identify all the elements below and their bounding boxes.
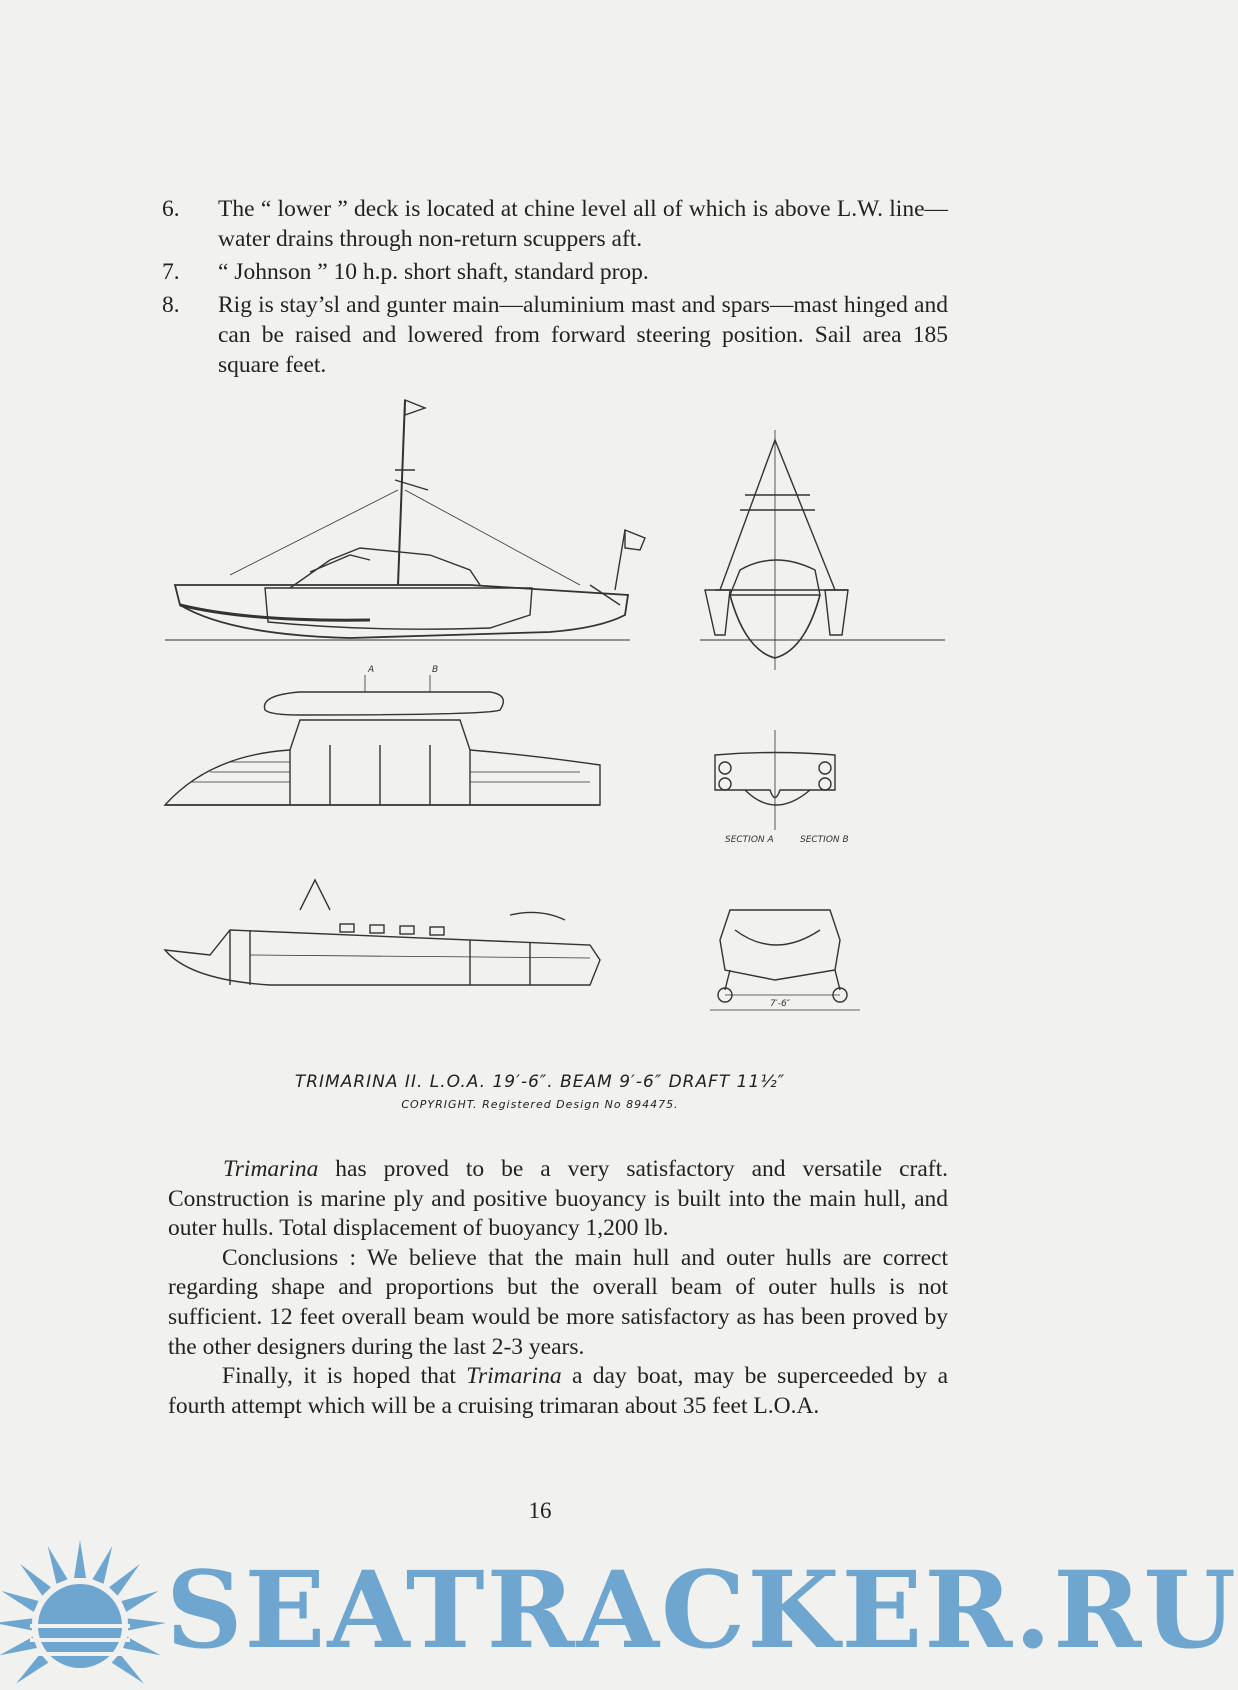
label-section-b: SECTION B xyxy=(800,835,849,845)
list-text: “ Johnson ” 10 h.p. short shaft, standard prop. xyxy=(218,259,649,285)
watermark-text: SEATRACKER.RU xyxy=(166,1547,1238,1672)
paragraph-3-text-b: a day boat, may be superceeded by a fourth attempt which will be a cruising trimaran about 35 feet L.O.A. xyxy=(168,1363,948,1419)
paragraph-1 xyxy=(168,1155,948,1244)
list-item xyxy=(162,290,948,380)
list-item xyxy=(162,257,948,287)
page-number: 16 xyxy=(528,1498,552,1523)
spec-list xyxy=(162,194,948,383)
paragraph-1-text: has proved to be a very satisfactory and versatile craft. Construction is marine ply and positive buoyancy is built into the main hull, and outer hulls. Total displacement of buoyancy 1,200 lb. xyxy=(168,1156,948,1242)
label-section-a: SECTION A xyxy=(725,835,774,845)
deck-plan-view xyxy=(165,675,600,805)
drawing-caption-copyright: COPYRIGHT. Registered Design No 894475. xyxy=(401,1098,679,1111)
underside-view xyxy=(710,910,860,1010)
list-number: 8. xyxy=(162,292,180,318)
boat-name-emphasis: Trimarina xyxy=(466,1363,562,1390)
lower-profile-view xyxy=(165,880,600,985)
label-b: B xyxy=(432,665,439,675)
paragraph-2: Conclusions : We believe that the main hull and outer hulls are correct regarding shape and proportions but the overall beam of outer hulls is not sufficient. 12 feet overall beam would be more satisfactory as has been proved by the other designers during the last 2-3 years. xyxy=(168,1244,948,1360)
label-a: A xyxy=(368,665,375,675)
list-text: Rig is stay’sl and gunter main—aluminium mast and spars—mast hinged and can be raised and lowered from forward steering position. Sail area 185 square feet. xyxy=(218,292,948,378)
paragraph-3 xyxy=(168,1362,948,1421)
list-item xyxy=(162,194,948,254)
section-views xyxy=(715,730,835,830)
label-beam: 7′-6″ xyxy=(770,999,791,1009)
trimaran-technical-drawing xyxy=(170,410,950,1110)
list-number: 6. xyxy=(162,196,180,222)
drawing-caption-title: TRIMARINA II. L.O.A. 19′-6″. BEAM 9′-6″ DRAFT 11½″ xyxy=(294,1072,786,1092)
list-number: 7. xyxy=(162,259,180,285)
boat-name-emphasis: Trimarina xyxy=(223,1156,319,1182)
body-text xyxy=(168,1155,948,1421)
paragraph-3-text-a: Finally, it is hoped that xyxy=(222,1363,467,1390)
side-profile-view xyxy=(165,400,645,640)
list-text: The “ lower ” deck is located at chine level all of which is above L.W. line—water drains through non-return scuppers aft. xyxy=(218,196,948,252)
front-view xyxy=(700,430,945,670)
